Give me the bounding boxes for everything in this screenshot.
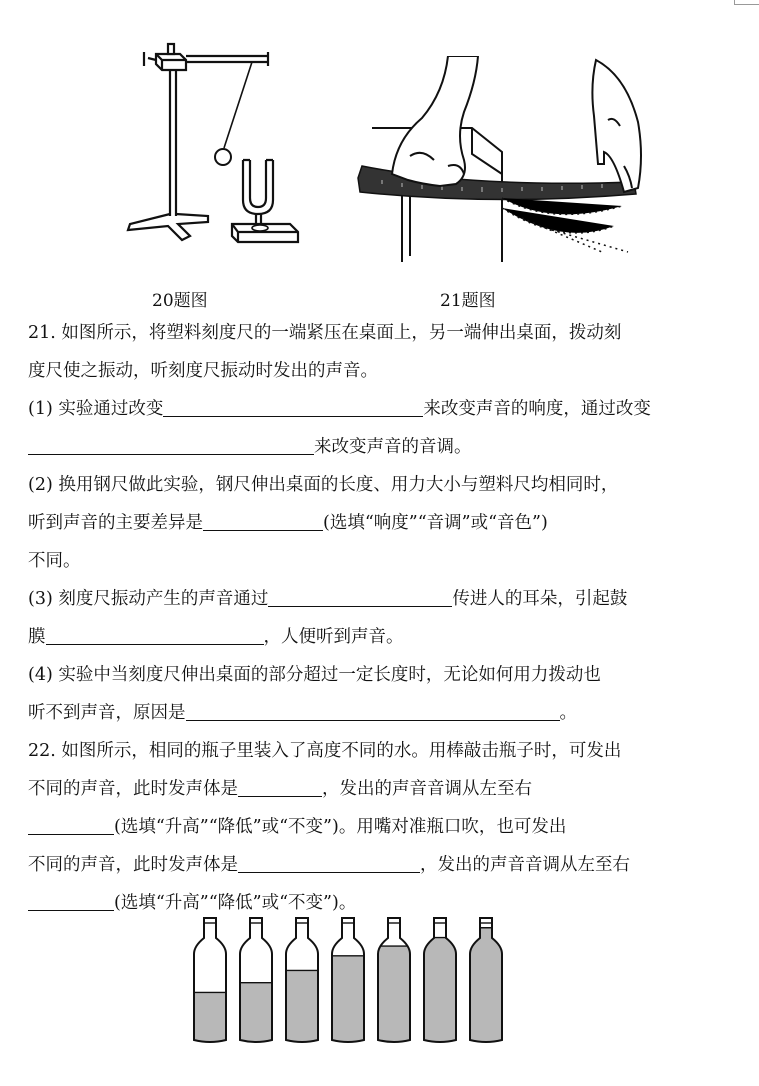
- q21-p2-blank[interactable]: [203, 510, 323, 531]
- q21-p1-blank-2[interactable]: [28, 434, 314, 455]
- q22-l2-suffix: ，发出的声音音调从左至右: [322, 779, 532, 799]
- q21-p4-blank[interactable]: [186, 700, 560, 721]
- q21-p3-blank-1[interactable]: [268, 586, 452, 607]
- q21-part-4-line-2: [28, 694, 577, 732]
- q21-p1-middle: 来改变声音的响度，通过改变: [423, 399, 651, 419]
- page-corner-mark: [734, 0, 759, 5]
- q21-part-2-line-1: (2) 换用钢尺做此实验，钢尺伸出桌面的长度、用力大小与塑料尺均相同时，: [28, 475, 619, 495]
- q21-p4-suffix: 。: [559, 703, 577, 723]
- q21-part-3-line-1: [28, 580, 627, 618]
- bottle-water: [330, 956, 366, 1046]
- q21-p2-prefix: 听到声音的主要差异是: [28, 513, 203, 533]
- bottle-water: [238, 983, 274, 1046]
- q22-l5-text: (选填“升高”“降低”或“不变”)。: [114, 893, 357, 913]
- bottle: [284, 918, 320, 1046]
- q21-p3-blank-2[interactable]: [46, 624, 264, 645]
- figure-20-caption: 20题图: [152, 291, 208, 311]
- q21-p3-middle: 传进人的耳朵，引起鼓: [452, 589, 628, 609]
- bottle-water: [422, 938, 458, 1046]
- q22-line-2: [28, 770, 532, 808]
- q22-l3-text: (选填“升高”“降低”或“不变”)。用嘴对准瓶口吹，也可发出: [114, 817, 567, 837]
- q22-line-1: 22. 如图所示，相同的瓶子里装入了高度不同的水。用棒敲击瓶子时，可发出: [28, 741, 622, 761]
- q22-l4-prefix: 不同的声音，此时发声体是: [28, 855, 238, 875]
- q21-part-1-line-1: [28, 390, 651, 428]
- bottle-water: [284, 970, 320, 1046]
- bottle-water: [192, 992, 228, 1046]
- q21-p1-prefix: (1) 实验通过改变: [28, 399, 164, 419]
- q21-part-3-line-2: [28, 618, 404, 656]
- q22-blank-1[interactable]: [238, 776, 322, 797]
- q21-part-2-line-3: 不同。: [28, 551, 81, 571]
- q21-p1-suffix: 来改变声音的音调。: [314, 437, 472, 457]
- q21-p1-blank-1[interactable]: [163, 396, 423, 417]
- q21-p4-prefix: 听不到声音，原因是: [28, 703, 186, 723]
- bottle: [422, 918, 458, 1046]
- q21-p3-start: 膜: [28, 627, 46, 647]
- bottle: [468, 918, 504, 1046]
- figure-21-caption: 21题图: [440, 291, 496, 311]
- q22-l4-suffix: ，发出的声音音调从左至右: [420, 855, 630, 875]
- figure-21-ruler-on-desk: [352, 56, 642, 268]
- q21-intro-line-1: 21. 如图所示，将塑料刻度尺的一端紧压在桌面上，另一端伸出桌面，拨动刻: [28, 323, 622, 343]
- bottle: [238, 918, 274, 1046]
- bottle-water: [376, 946, 412, 1046]
- q21-part-2-line-2: [28, 504, 548, 542]
- figure-22-bottles: [180, 912, 510, 1046]
- q22-line-4: [28, 846, 630, 884]
- q21-p3-prefix: (3) 刻度尺振动产生的声音通过: [28, 589, 269, 609]
- bottle: [192, 918, 228, 1046]
- q22-blank-4[interactable]: [28, 890, 114, 911]
- q22-line-3: [28, 808, 566, 846]
- q21-p3-suffix: ，人便听到声音。: [263, 627, 404, 647]
- q21-part-1-line-2: [28, 428, 472, 466]
- q21-p2-options: (选填“响度”“音调”或“音色”): [323, 513, 548, 533]
- bottle: [376, 918, 412, 1046]
- bottle: [330, 918, 366, 1046]
- q22-blank-2[interactable]: [28, 814, 114, 835]
- figure-20-tuning-fork-pendulum: [120, 36, 310, 256]
- q22-blank-3[interactable]: [238, 852, 420, 873]
- q22-l2-prefix: 不同的声音，此时发声体是: [28, 779, 238, 799]
- q21-intro-line-2: 度尺使之振动，听刻度尺振动时发出的声音。: [28, 361, 378, 381]
- q21-part-4-line-1: (4) 实验中当刻度尺伸出桌面的部分超过一定长度时，无论如何用力拨动也: [28, 665, 601, 685]
